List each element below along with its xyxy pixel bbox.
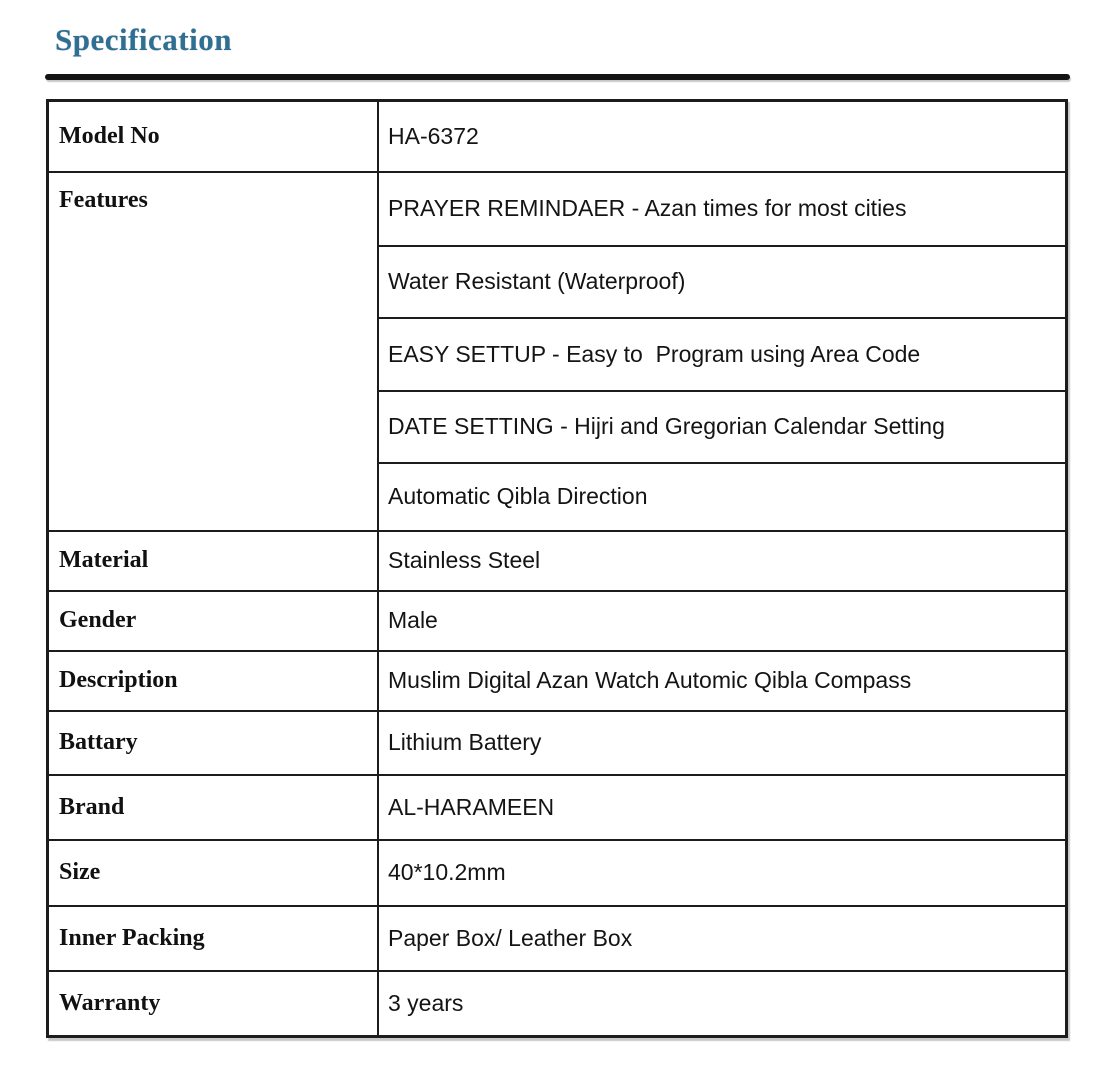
spec-value-cell: EASY SETTUP - Easy to Program using Area Code bbox=[378, 318, 1067, 391]
table-row bbox=[48, 906, 1067, 971]
spec-value-cell: 3 years bbox=[378, 971, 1067, 1037]
spec-label-cell: Material bbox=[48, 531, 379, 591]
spec-value-cell: Lithium Battery bbox=[378, 711, 1067, 775]
title-underline-divider bbox=[45, 74, 1070, 80]
spec-label-cell: Features bbox=[48, 172, 379, 531]
table-row bbox=[48, 840, 1067, 906]
spec-value-cell: Water Resistant (Waterproof) bbox=[378, 246, 1067, 318]
table-row bbox=[48, 101, 1067, 172]
spec-value-cell: Automatic Qibla Direction bbox=[378, 463, 1067, 531]
spec-label-cell: Gender bbox=[48, 591, 379, 651]
spec-label-cell: Warranty bbox=[48, 971, 379, 1037]
spec-value-cell: Male bbox=[378, 591, 1067, 651]
table-row bbox=[48, 172, 1067, 246]
spec-label-cell: Battary bbox=[48, 711, 379, 775]
page-title: Specification bbox=[55, 22, 232, 57]
specification-table bbox=[46, 99, 1068, 1038]
spec-label-cell: Description bbox=[48, 651, 379, 711]
spec-value-cell: AL-HARAMEEN bbox=[378, 775, 1067, 840]
spec-value-cell: 40*10.2mm bbox=[378, 840, 1067, 906]
spec-label-cell: Brand bbox=[48, 775, 379, 840]
table-row bbox=[48, 775, 1067, 840]
specification-table-body bbox=[48, 101, 1067, 1037]
spec-value-cell: Paper Box/ Leather Box bbox=[378, 906, 1067, 971]
spec-value-cell: Stainless Steel bbox=[378, 531, 1067, 591]
table-row bbox=[48, 651, 1067, 711]
table-row bbox=[48, 971, 1067, 1037]
spec-label-cell: Inner Packing bbox=[48, 906, 379, 971]
spec-value-cell: PRAYER REMINDAER - Azan times for most cities bbox=[378, 172, 1067, 246]
spec-label-cell: Model No bbox=[48, 101, 379, 172]
table-row bbox=[48, 591, 1067, 651]
spec-label-cell: Size bbox=[48, 840, 379, 906]
table-row bbox=[48, 531, 1067, 591]
table-row bbox=[48, 711, 1067, 775]
spec-value-cell: DATE SETTING - Hijri and Gregorian Calendar Setting bbox=[378, 391, 1067, 463]
spec-value-cell: Muslim Digital Azan Watch Automic Qibla Compass bbox=[378, 651, 1067, 711]
spec-value-cell: HA-6372 bbox=[378, 101, 1067, 172]
